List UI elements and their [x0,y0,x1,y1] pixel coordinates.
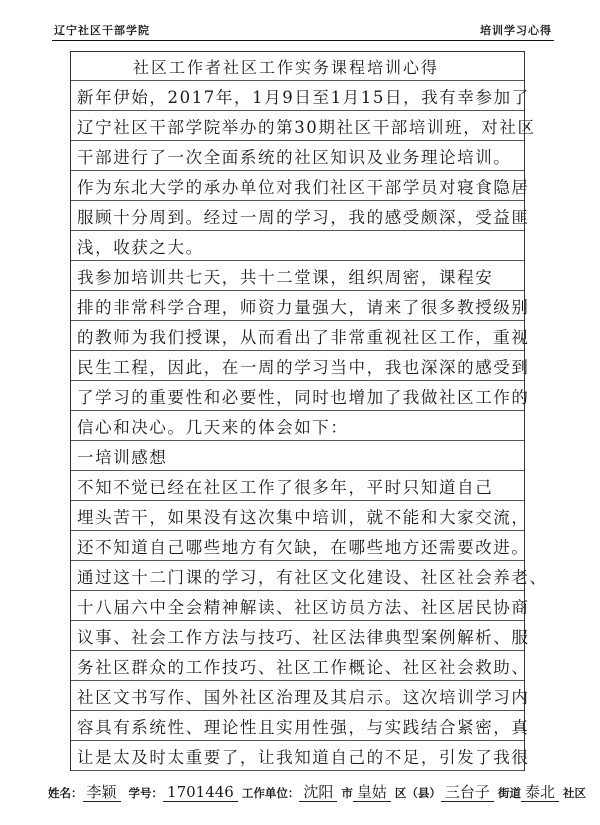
grid-row [71,204,530,231]
text-line: 让是太及时太重要了，让我知道自己的不足，引发了我很 [77,748,530,767]
grid-row [71,324,530,351]
unit-label: 工作单位： [241,786,300,800]
grid-row [71,444,524,471]
text-line: 不知不觉已经在社区工作了很多年，平时只知道自己 [77,478,494,497]
text-line: 辽宁社区干部学院举办的第30期社区干部培训班，对社区 [77,118,536,137]
grid-row [71,144,524,171]
text-line: 干部进行了一次全面系统的社区知识及业务理论培训。 [77,148,512,167]
text-line: 通过这十二门课的学习，有社区文化建设、社区社会养老、 [77,568,548,587]
header-right-title: 培训学习心得 [480,24,552,37]
grid-row [71,654,530,681]
grid-row [71,564,548,591]
community-value: 泰北 [521,783,559,802]
street-value: 三台子 [441,783,494,802]
grid-row [71,294,530,321]
text-line: 社区文书写作、国外社区治理及其启示。这次培训学习内 [77,688,530,707]
text-line: 容具有系统性、理论性且实用性强，与实践结合紧密，真 [77,718,530,737]
name-label: 姓名： [48,786,83,800]
text-line: 民生工程，因此，在一周的学习当中，我也深深的感受到 [77,358,530,377]
id-value: 1701446 [163,783,238,802]
text-line: 一培训感想 [77,448,168,467]
grid-row [71,504,530,531]
id-label: 学号： [128,786,164,800]
grid-row [71,714,530,741]
grid-row [71,534,530,561]
text-line: 服顾十分周到。经过一周的学习，我的感受颇深，受益匪 [77,208,530,227]
text-line: 十八届六中全会精神解读、社区访员方法、社区居民协商 [77,598,530,617]
grid-row [71,354,530,381]
text-line: 的教师为我们授课，从而看出了非常重视社区工作，重视 [77,328,530,347]
text-line: 还不知道自己哪些地方有欠缺，在哪些地方还需要改进。 [77,538,530,557]
name-value: 李颖 [83,783,121,802]
city-value: 沈阳 [299,783,337,802]
street-suffix: 街道 [497,786,521,800]
text-line: 我参加培训共七天，共十二堂课，组织周密，课程安 [77,268,494,287]
text-line: 了学习的重要性和必要性，同时也增加了我做社区工作的 [77,388,530,407]
grid-row [71,174,530,201]
text-line: 议事、社会工作方法与技巧、社区法律典型案例解析、服 [77,628,530,647]
document-title: 社区工作者社区工作实务课程培训心得 [133,58,440,77]
text-line: 信心和决心。几天来的体会如下： [77,418,349,437]
grid-row [71,624,530,651]
grid-row [71,54,524,81]
header-left-title: 辽宁社区干部学院 [54,24,150,37]
grid-row [71,474,524,501]
grid-row [71,414,524,441]
district-value: 皇姑 [353,783,391,802]
text-line: 排的非常科学合理，师资力量强大，请来了很多教授级别 [77,298,530,317]
grid-row [71,264,524,291]
grid-row [71,744,530,771]
district-suffix: 区（县） [394,786,441,800]
header-rule [52,40,554,41]
community-suffix: 社区 [562,786,586,800]
text-line: 作为东北大学的承办单位对我们社区干部学员对寝食隐居 [77,178,530,197]
grid-row [71,114,536,141]
text-line: 浅，收获之大。 [77,238,204,257]
text-line: 新年伊始，2017年，1月9日至1月15日，我有幸参加了 [77,88,530,107]
footer-info [48,781,586,802]
writing-grid [70,51,548,771]
grid-row [71,84,530,111]
grid-row [71,234,524,261]
text-line: 埋头苦干，如果没有这次集中培训，就不能和大家交流， [77,508,530,527]
text-line: 务社区群众的工作技巧、社区工作概论、社区社会救助、 [77,658,530,677]
grid-row [71,384,530,411]
grid-row [71,594,530,621]
city-suffix: 市 [341,786,353,800]
grid-row [71,684,530,711]
